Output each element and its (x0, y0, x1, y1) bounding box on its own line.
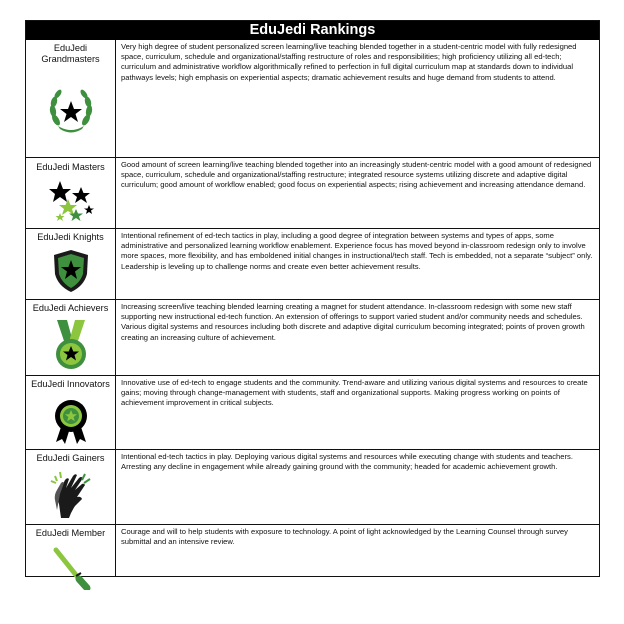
rank-name: EduJedi Member (35, 528, 106, 538)
lightsaber-icon (50, 546, 92, 590)
rank-row-masters (26, 157, 599, 228)
rank-description: Innovative use of ed-tech to engage students and the community. Trend-aware and utilizing various digital systems and resources to create gains; moving through change-management with students, staff and organizational supports. Making progress working on points of achievement improvement in critical subjects. (121, 378, 588, 408)
rankings-table (25, 20, 600, 577)
rank-description: Very high degree of student personalized screen learning/live teaching blended together in a student-centric model with fully redesigned space, curriculum, schedule and organizational/staffing restructure of roles and responsibilities; high proficiency utilizing all ed-tech; curriculum and administrative workflow algorithmically refined to perfection in full digital curriculum map at standards down to individual pathways levels; high emphasis on experiential aspects; dramatic achievement results and huge demand from students to attend. (121, 42, 577, 82)
rosette-icon (52, 398, 90, 446)
rank-name: EduJedi Knights (37, 232, 104, 242)
clapping-hands-icon (49, 470, 93, 520)
shield-star-icon (51, 248, 91, 294)
rank-name: EduJedi Grandmasters (41, 43, 100, 64)
rank-name: EduJedi Innovators (31, 379, 110, 389)
laurel-star-icon (46, 86, 96, 136)
rank-description: Good amount of screen learning/live teaching blended together into an increasingly student-centric model with a good amount of redesigned space, curriculum, schedule and organizational/staffing restructure; integrated resource systems utilizing discrete and adaptive digital curriculum; good amount of workflow enabled; good focus on experiential aspects; rising achievement and increasing attendance demand. (121, 160, 592, 190)
table-title: EduJedi Rankings (26, 21, 599, 40)
rank-row-grandmasters (26, 40, 599, 157)
rank-description: Courage and will to help students with exposure to technology. A point of light acknowledged by the Learning Counsel through survey submittal and an intensive review. (121, 527, 568, 547)
rank-description: Intentional refinement of ed-tech tactics in play, including a good degree of integration between systems and types of apps, some administrative and personalized learning workflow enablement. Experience focus has moved beyond in-classroom redesign only to involve more spaces, more flexibility, and has emboldened initial changes in instructional/tech staff. Tech is embedded, not a separate “subject” only. Leadership is leveling up to challenge norms and create even better achievement results. (121, 231, 593, 271)
rank-name: EduJedi Masters (36, 162, 105, 172)
rank-row-innovators (26, 375, 599, 449)
rank-row-achievers (26, 299, 599, 375)
medal-star-icon (51, 318, 91, 372)
rank-row-member (26, 524, 599, 576)
rank-row-knights (26, 228, 599, 299)
rank-name: EduJedi Gainers (36, 453, 105, 463)
rank-description: Increasing screen/live teaching blended learning creating a magnet for student attendance. In-classroom redesign with some new staff supporting new instructional ed-tech function. An extension of offerings to support varied student and/or community needs and schedules. Various digital systems and resources including both discrete and adaptive digital curriculum becoming integrated; points of proven growth creating an increasing culture of achievement. (121, 302, 585, 342)
rank-description: Intentional ed-tech tactics in play. Deploying various digital systems and resources while executing change with students and teachers. Arresting any decline in engagement while already gaining ground with the community; headed for academic achievement growth. (121, 452, 573, 472)
rank-row-gainers (26, 449, 599, 524)
rank-name: EduJedi Achievers (32, 303, 109, 313)
star-cluster-icon (46, 177, 96, 225)
